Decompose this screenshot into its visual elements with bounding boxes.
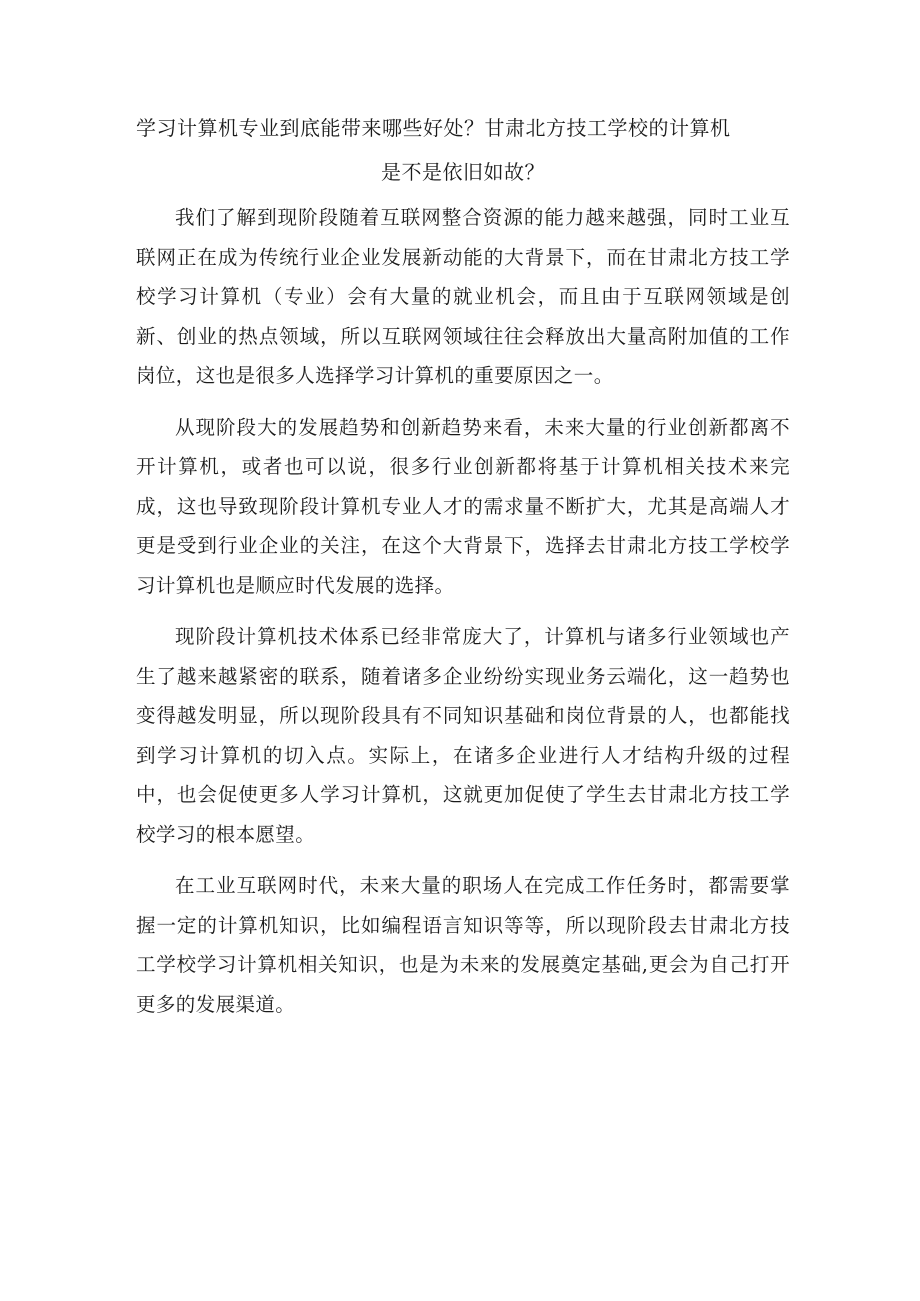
paragraph-3: 现阶段计算机技术体系已经非常庞大了，计算机与诸多行业领域也产生了越来越紧密的联系，随着诸多企业纷纷实现业务云端化，这一趋势也变得越发明显，所以现阶段具有不同知识基础和岗位背景的人，也都能找到学习计算机的切入点。实际上，在诸多企业进行人才结构升级的过程中，也会促使更多人学习计算机，这就更加促使了学生去甘肃北方技工学校学习的根本愿望。 (136, 625, 790, 846)
paragraph-2: 从现阶段大的发展趋势和创新趋势来看，未来大量的行业创新都离不开计算机，或者也可以说，很多行业创新都将基于计算机相关技术来完成，这也导致现阶段计算机专业人才的需求量不断扩大，尤其是高端人才更是受到行业企业的关注，在这个大背景下，选择去甘肃北方技工学校学习计算机也是顺应时代发展的选择。 (136, 415, 790, 597)
document-body (136, 108, 790, 1024)
paragraph-1: 我们了解到现阶段随着互联网整合资源的能力越来越强，同时工业互联网正在成为传统行业企业发展新动能的大背景下，而在甘肃北方技工学校学习计算机（专业）会有大量的就业机会，而且由于互联网领域是创新、创业的热点领域，所以互联网领域往往会释放出大量高附加值的工作岗位，这也是很多人选择学习计算机的重要原因之一。 (136, 206, 790, 387)
document-title-line-1: 学习计算机专业到底能带来哪些好处？甘肃北方技工学校的计算机 (136, 116, 731, 140)
paragraph-4: 在工业互联网时代，未来大量的职场人在完成工作任务时，都需要掌握一定的计算机知识，比如编程语言知识等等，所以现阶段去甘肃北方技工学校学习计算机相关知识，也是为未来的发展奠定基础,更会为自己打开更多的发展渠道。 (136, 874, 790, 1016)
document-title-line-2: 是不是依旧如故？ (381, 160, 545, 184)
